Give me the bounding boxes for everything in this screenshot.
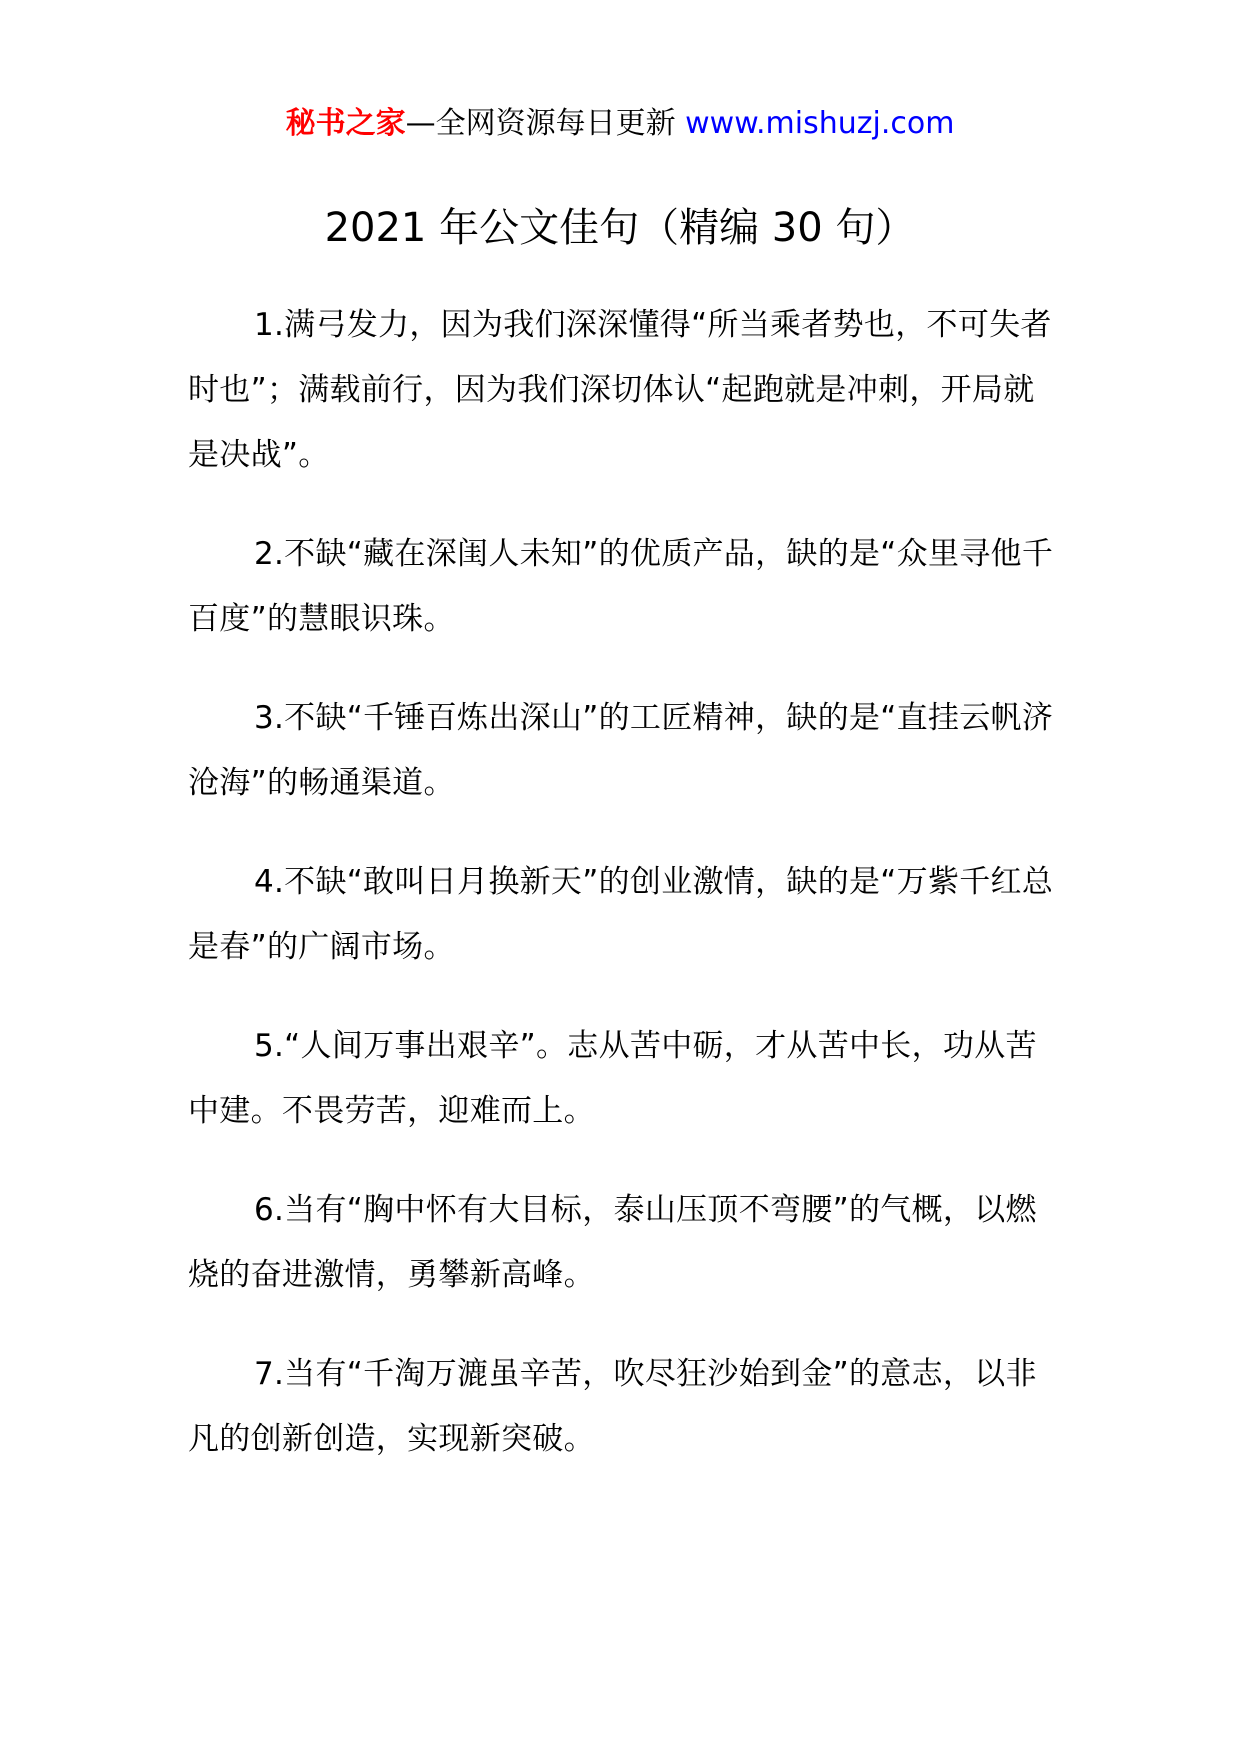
paragraph-3: 3.不缺“千锤百炼出深山”的工匠精神，缺的是“直挂云帆济沧海”的畅通渠道。 (188, 700, 1054, 801)
document-title: 2021 年公文佳句（精编 30 句） (324, 205, 916, 251)
paragraph-4: 4.不缺“敢叫日月换新天”的创业激情，缺的是“万紫千红总是春”的广阔市场。 (188, 864, 1054, 965)
site-url-link[interactable]: www.mishuzj.com (685, 106, 955, 141)
document-body (188, 293, 1063, 1506)
paragraph-7: 7.当有“千淘万漉虽辛苦，吹尽狂沙始到金”的意志，以非凡的创新创造，实现新突破。 (188, 1356, 1037, 1457)
site-tagline: —全网资源每日更新 (405, 106, 686, 141)
paragraph-1: 1.满弓发力，因为我们深深懂得“所当乘者势也，不可失者时也”；满载前行，因为我们深切体认“起跑就是冲刺，开局就是决战”。 (188, 307, 1052, 473)
paragraph-2: 2.不缺“藏在深闺人未知”的优质产品，缺的是“众里寻他千百度”的慧眼识珠。 (188, 536, 1054, 637)
site-header (0, 96, 1240, 152)
paragraph-6: 6.当有“胸中怀有大目标，泰山压顶不弯腰”的气概，以燃烧的奋进激情，勇攀新高峰。 (188, 1192, 1037, 1293)
paragraph-5: 5.“人间万事出艰辛”。志从苦中砺，才从苦中长，功从苦中建。不畏劳苦，迎难而上。 (188, 1028, 1037, 1129)
site-brand: 秘书之家 (285, 106, 406, 141)
